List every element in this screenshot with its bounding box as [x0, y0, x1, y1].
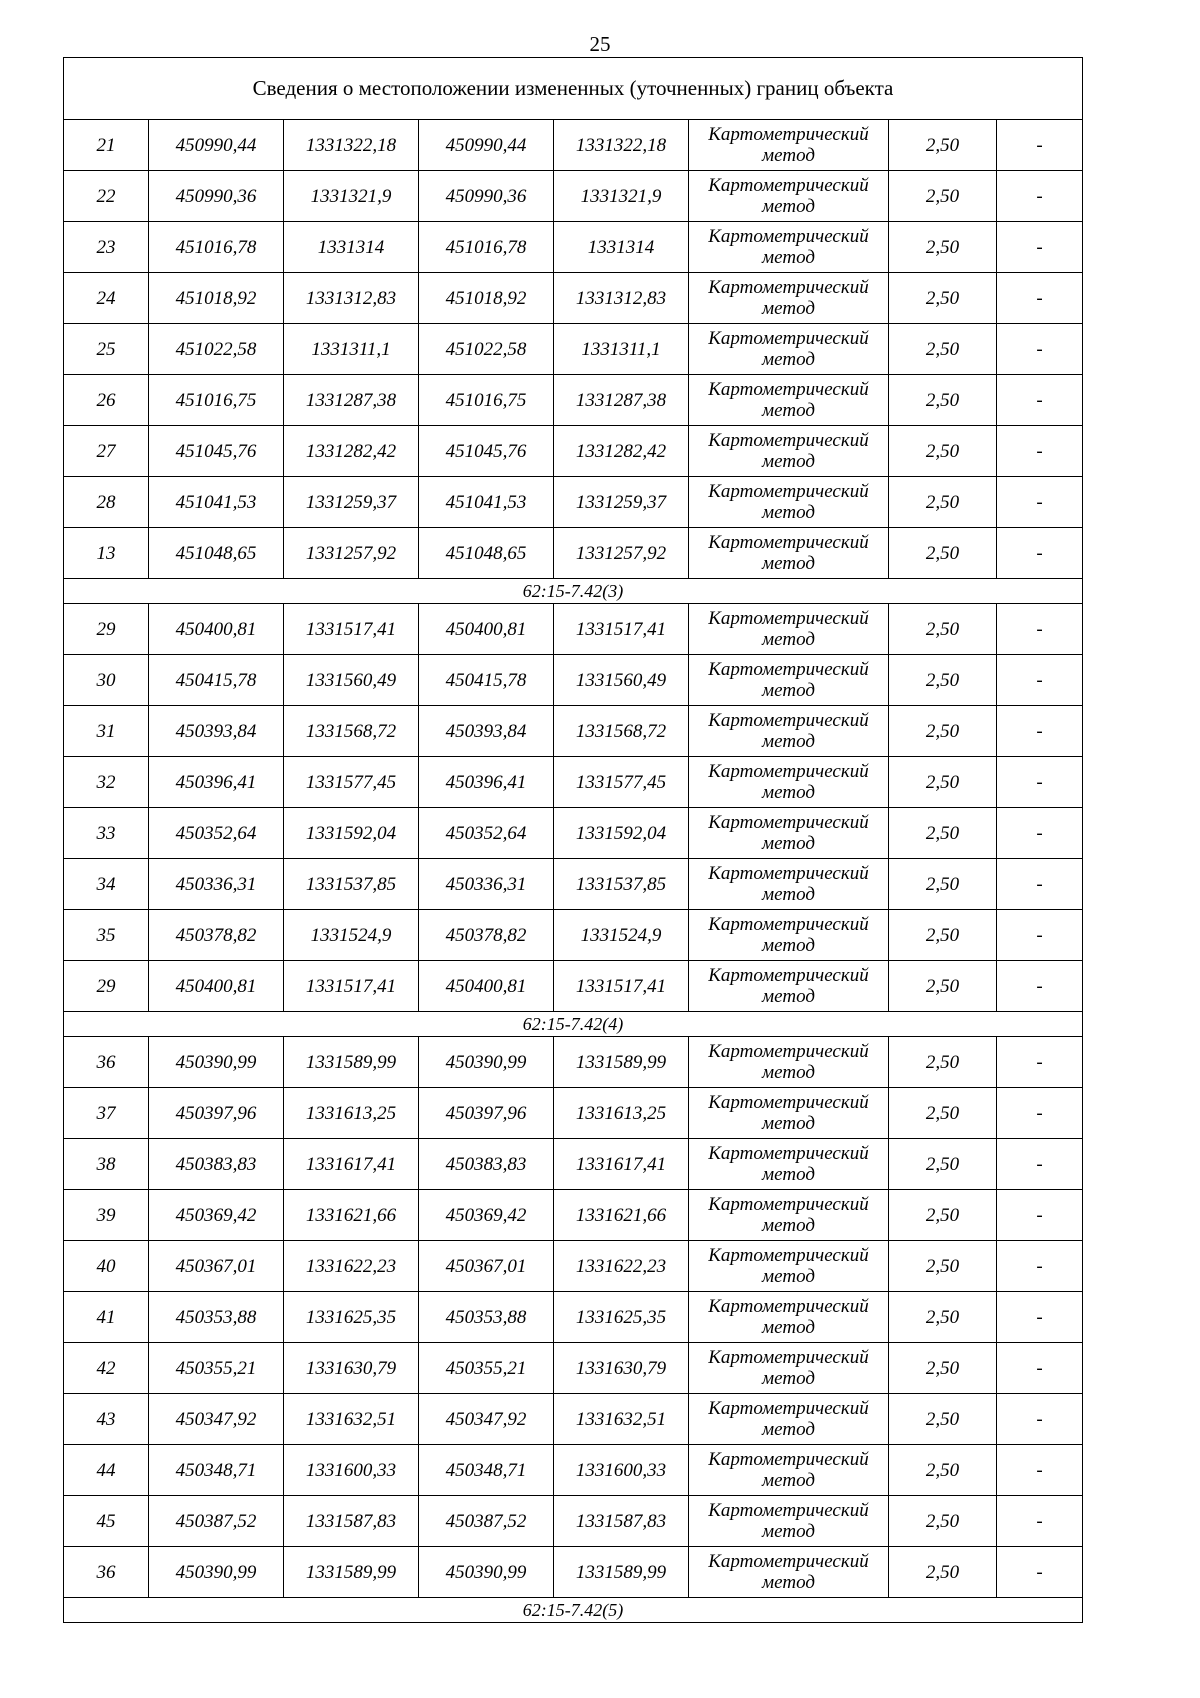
x-existing-cell: 450400,81 — [149, 604, 284, 655]
accuracy-cell: 2,50 — [889, 1292, 997, 1343]
x-new-cell: 450390,99 — [419, 1037, 554, 1088]
note-cell: - — [997, 375, 1083, 426]
y-existing-cell: 1331600,33 — [284, 1445, 419, 1496]
y-new-cell: 1331568,72 — [554, 706, 689, 757]
x-new-cell: 450367,01 — [419, 1241, 554, 1292]
point-number-cell: 35 — [64, 910, 149, 961]
table-row — [64, 1547, 1083, 1598]
table-row — [64, 808, 1083, 859]
table-row — [64, 477, 1083, 528]
y-new-cell: 1331560,49 — [554, 655, 689, 706]
method-cell: Картометрический метод — [689, 604, 889, 655]
y-existing-cell: 1331537,85 — [284, 859, 419, 910]
accuracy-cell: 2,50 — [889, 655, 997, 706]
note-cell: - — [997, 1292, 1083, 1343]
note-cell: - — [997, 1037, 1083, 1088]
accuracy-cell: 2,50 — [889, 1241, 997, 1292]
method-cell: Картометрический метод — [689, 528, 889, 579]
x-new-cell: 450415,78 — [419, 655, 554, 706]
x-new-cell: 450400,81 — [419, 961, 554, 1012]
x-existing-cell: 450378,82 — [149, 910, 284, 961]
accuracy-cell: 2,50 — [889, 1139, 997, 1190]
method-cell: Картометрический метод — [689, 1496, 889, 1547]
x-existing-cell: 450390,99 — [149, 1037, 284, 1088]
y-new-cell: 1331625,35 — [554, 1292, 689, 1343]
x-existing-cell: 450387,52 — [149, 1496, 284, 1547]
accuracy-cell: 2,50 — [889, 1445, 997, 1496]
method-cell: Картометрический метод — [689, 1547, 889, 1598]
accuracy-cell: 2,50 — [889, 1037, 997, 1088]
accuracy-cell: 2,50 — [889, 426, 997, 477]
accuracy-cell: 2,50 — [889, 375, 997, 426]
accuracy-cell: 2,50 — [889, 1496, 997, 1547]
method-cell: Картометрический метод — [689, 961, 889, 1012]
y-new-cell: 1331517,41 — [554, 961, 689, 1012]
x-new-cell: 450387,52 — [419, 1496, 554, 1547]
table-title: Сведения о местоположении измененных (уточненных) границ объекта — [64, 58, 1083, 120]
method-cell: Картометрический метод — [689, 1394, 889, 1445]
table-title-row — [64, 58, 1083, 120]
accuracy-cell: 2,50 — [889, 961, 997, 1012]
point-number-cell: 40 — [64, 1241, 149, 1292]
note-cell: - — [997, 655, 1083, 706]
y-existing-cell: 1331524,9 — [284, 910, 419, 961]
note-cell: - — [997, 1190, 1083, 1241]
x-existing-cell: 450369,42 — [149, 1190, 284, 1241]
table-row — [64, 1241, 1083, 1292]
note-cell: - — [997, 1088, 1083, 1139]
x-new-cell: 451016,75 — [419, 375, 554, 426]
point-number-cell: 32 — [64, 757, 149, 808]
y-existing-cell: 1331622,23 — [284, 1241, 419, 1292]
y-existing-cell: 1331625,35 — [284, 1292, 419, 1343]
point-number-cell: 34 — [64, 859, 149, 910]
method-cell: Картометрический метод — [689, 655, 889, 706]
section-header-row — [64, 579, 1083, 604]
y-existing-cell: 1331568,72 — [284, 706, 419, 757]
note-cell: - — [997, 324, 1083, 375]
y-new-cell: 1331589,99 — [554, 1547, 689, 1598]
x-existing-cell: 450393,84 — [149, 706, 284, 757]
y-new-cell: 1331621,66 — [554, 1190, 689, 1241]
x-existing-cell: 450352,64 — [149, 808, 284, 859]
note-cell: - — [997, 273, 1083, 324]
table-row — [64, 426, 1083, 477]
page-number: 25 — [589, 32, 611, 56]
y-new-cell: 1331311,1 — [554, 324, 689, 375]
y-existing-cell: 1331322,18 — [284, 120, 419, 171]
table-row — [64, 120, 1083, 171]
x-new-cell: 450355,21 — [419, 1343, 554, 1394]
table-row — [64, 1088, 1083, 1139]
method-cell: Картометрический метод — [689, 706, 889, 757]
note-cell: - — [997, 120, 1083, 171]
y-existing-cell: 1331589,99 — [284, 1037, 419, 1088]
y-new-cell: 1331517,41 — [554, 604, 689, 655]
accuracy-cell: 2,50 — [889, 1088, 997, 1139]
method-cell: Картометрический метод — [689, 171, 889, 222]
note-cell: - — [997, 1343, 1083, 1394]
point-number-cell: 30 — [64, 655, 149, 706]
method-cell: Картометрический метод — [689, 1088, 889, 1139]
note-cell: - — [997, 1241, 1083, 1292]
x-new-cell: 450336,31 — [419, 859, 554, 910]
note-cell: - — [997, 426, 1083, 477]
x-existing-cell: 451016,78 — [149, 222, 284, 273]
x-existing-cell: 450396,41 — [149, 757, 284, 808]
accuracy-cell: 2,50 — [889, 324, 997, 375]
y-new-cell: 1331321,9 — [554, 171, 689, 222]
point-number-cell: 25 — [64, 324, 149, 375]
x-existing-cell: 450367,01 — [149, 1241, 284, 1292]
x-new-cell: 450352,64 — [419, 808, 554, 859]
note-cell: - — [997, 910, 1083, 961]
y-existing-cell: 1331321,9 — [284, 171, 419, 222]
y-existing-cell: 1331587,83 — [284, 1496, 419, 1547]
note-cell: - — [997, 706, 1083, 757]
x-existing-cell: 451016,75 — [149, 375, 284, 426]
x-existing-cell: 450353,88 — [149, 1292, 284, 1343]
x-new-cell: 451045,76 — [419, 426, 554, 477]
y-new-cell: 1331259,37 — [554, 477, 689, 528]
y-existing-cell: 1331632,51 — [284, 1394, 419, 1445]
method-cell: Картометрический метод — [689, 1445, 889, 1496]
note-cell: - — [997, 222, 1083, 273]
section-header-row — [64, 1012, 1083, 1037]
point-number-cell: 27 — [64, 426, 149, 477]
table-row — [64, 1394, 1083, 1445]
table-row — [64, 655, 1083, 706]
accuracy-cell: 2,50 — [889, 859, 997, 910]
table-row — [64, 375, 1083, 426]
note-cell: - — [997, 1496, 1083, 1547]
x-existing-cell: 451018,92 — [149, 273, 284, 324]
y-new-cell: 1331537,85 — [554, 859, 689, 910]
y-existing-cell: 1331311,1 — [284, 324, 419, 375]
x-existing-cell: 451022,58 — [149, 324, 284, 375]
point-number-cell: 29 — [64, 604, 149, 655]
section-label: 62:15-7.42(5) — [64, 1598, 1083, 1623]
method-cell: Картометрический метод — [689, 120, 889, 171]
y-existing-cell: 1331287,38 — [284, 375, 419, 426]
y-new-cell: 1331282,42 — [554, 426, 689, 477]
x-existing-cell: 451041,53 — [149, 477, 284, 528]
y-existing-cell: 1331621,66 — [284, 1190, 419, 1241]
method-cell: Картометрический метод — [689, 324, 889, 375]
point-number-cell: 37 — [64, 1088, 149, 1139]
table-row — [64, 171, 1083, 222]
y-new-cell: 1331314 — [554, 222, 689, 273]
note-cell: - — [997, 961, 1083, 1012]
method-cell: Картометрический метод — [689, 1292, 889, 1343]
method-cell: Картометрический метод — [689, 910, 889, 961]
y-new-cell: 1331613,25 — [554, 1088, 689, 1139]
table-row — [64, 1037, 1083, 1088]
accuracy-cell: 2,50 — [889, 222, 997, 273]
y-new-cell: 1331589,99 — [554, 1037, 689, 1088]
accuracy-cell: 2,50 — [889, 120, 997, 171]
accuracy-cell: 2,50 — [889, 477, 997, 528]
point-number-cell: 33 — [64, 808, 149, 859]
y-existing-cell: 1331312,83 — [284, 273, 419, 324]
note-cell: - — [997, 477, 1083, 528]
y-new-cell: 1331287,38 — [554, 375, 689, 426]
table-row — [64, 273, 1083, 324]
table-row — [64, 1445, 1083, 1496]
point-number-cell: 21 — [64, 120, 149, 171]
x-new-cell: 451022,58 — [419, 324, 554, 375]
accuracy-cell: 2,50 — [889, 1343, 997, 1394]
x-existing-cell: 451048,65 — [149, 528, 284, 579]
table-row — [64, 222, 1083, 273]
accuracy-cell: 2,50 — [889, 528, 997, 579]
y-existing-cell: 1331259,37 — [284, 477, 419, 528]
x-new-cell: 450353,88 — [419, 1292, 554, 1343]
note-cell: - — [997, 808, 1083, 859]
note-cell: - — [997, 528, 1083, 579]
table-row — [64, 1496, 1083, 1547]
method-cell: Картометрический метод — [689, 1343, 889, 1394]
method-cell: Картометрический метод — [689, 1190, 889, 1241]
y-new-cell: 1331524,9 — [554, 910, 689, 961]
table-row — [64, 910, 1083, 961]
y-existing-cell: 1331517,41 — [284, 604, 419, 655]
x-existing-cell: 450400,81 — [149, 961, 284, 1012]
x-existing-cell: 450390,99 — [149, 1547, 284, 1598]
section-label: 62:15-7.42(3) — [64, 579, 1083, 604]
y-new-cell: 1331600,33 — [554, 1445, 689, 1496]
y-new-cell: 1331630,79 — [554, 1343, 689, 1394]
y-new-cell: 1331587,83 — [554, 1496, 689, 1547]
boundary-coordinates-table — [63, 57, 1083, 1623]
point-number-cell: 31 — [64, 706, 149, 757]
point-number-cell: 43 — [64, 1394, 149, 1445]
accuracy-cell: 2,50 — [889, 1394, 997, 1445]
accuracy-cell: 2,50 — [889, 604, 997, 655]
accuracy-cell: 2,50 — [889, 1547, 997, 1598]
accuracy-cell: 2,50 — [889, 757, 997, 808]
method-cell: Картометрический метод — [689, 1037, 889, 1088]
x-existing-cell: 450990,36 — [149, 171, 284, 222]
x-new-cell: 451016,78 — [419, 222, 554, 273]
x-existing-cell: 451045,76 — [149, 426, 284, 477]
point-number-cell: 42 — [64, 1343, 149, 1394]
x-existing-cell: 450347,92 — [149, 1394, 284, 1445]
point-number-cell: 38 — [64, 1139, 149, 1190]
table-row — [64, 1343, 1083, 1394]
y-existing-cell: 1331617,41 — [284, 1139, 419, 1190]
point-number-cell: 28 — [64, 477, 149, 528]
x-existing-cell: 450348,71 — [149, 1445, 284, 1496]
note-cell: - — [997, 1394, 1083, 1445]
table-row — [64, 706, 1083, 757]
note-cell: - — [997, 1547, 1083, 1598]
note-cell: - — [997, 1445, 1083, 1496]
note-cell: - — [997, 604, 1083, 655]
accuracy-cell: 2,50 — [889, 808, 997, 859]
x-new-cell: 451018,92 — [419, 273, 554, 324]
x-existing-cell: 450383,83 — [149, 1139, 284, 1190]
note-cell: - — [997, 1139, 1083, 1190]
y-new-cell: 1331617,41 — [554, 1139, 689, 1190]
x-new-cell: 451048,65 — [419, 528, 554, 579]
y-new-cell: 1331257,92 — [554, 528, 689, 579]
x-existing-cell: 450336,31 — [149, 859, 284, 910]
method-cell: Картометрический метод — [689, 808, 889, 859]
point-number-cell: 39 — [64, 1190, 149, 1241]
table-row — [64, 757, 1083, 808]
y-existing-cell: 1331589,99 — [284, 1547, 419, 1598]
y-existing-cell: 1331577,45 — [284, 757, 419, 808]
y-new-cell: 1331622,23 — [554, 1241, 689, 1292]
y-existing-cell: 1331630,79 — [284, 1343, 419, 1394]
method-cell: Картометрический метод — [689, 375, 889, 426]
accuracy-cell: 2,50 — [889, 273, 997, 324]
y-new-cell: 1331577,45 — [554, 757, 689, 808]
point-number-cell: 44 — [64, 1445, 149, 1496]
point-number-cell: 41 — [64, 1292, 149, 1343]
table-row — [64, 324, 1083, 375]
method-cell: Картометрический метод — [689, 426, 889, 477]
note-cell: - — [997, 757, 1083, 808]
y-existing-cell: 1331517,41 — [284, 961, 419, 1012]
x-new-cell: 450348,71 — [419, 1445, 554, 1496]
accuracy-cell: 2,50 — [889, 1190, 997, 1241]
x-new-cell: 450397,96 — [419, 1088, 554, 1139]
note-cell: - — [997, 859, 1083, 910]
x-new-cell: 450390,99 — [419, 1547, 554, 1598]
y-existing-cell: 1331314 — [284, 222, 419, 273]
y-new-cell: 1331632,51 — [554, 1394, 689, 1445]
x-new-cell: 450369,42 — [419, 1190, 554, 1241]
x-new-cell: 450393,84 — [419, 706, 554, 757]
accuracy-cell: 2,50 — [889, 706, 997, 757]
point-number-cell: 45 — [64, 1496, 149, 1547]
method-cell: Картометрический метод — [689, 757, 889, 808]
y-new-cell: 1331592,04 — [554, 808, 689, 859]
method-cell: Картометрический метод — [689, 1139, 889, 1190]
y-existing-cell: 1331613,25 — [284, 1088, 419, 1139]
x-new-cell: 450383,83 — [419, 1139, 554, 1190]
table-row — [64, 859, 1083, 910]
y-new-cell: 1331312,83 — [554, 273, 689, 324]
x-existing-cell: 450415,78 — [149, 655, 284, 706]
x-new-cell: 450400,81 — [419, 604, 554, 655]
y-existing-cell: 1331257,92 — [284, 528, 419, 579]
section-header-row — [64, 1598, 1083, 1623]
method-cell: Картометрический метод — [689, 222, 889, 273]
x-existing-cell: 450990,44 — [149, 120, 284, 171]
table-row — [64, 604, 1083, 655]
x-new-cell: 450378,82 — [419, 910, 554, 961]
x-new-cell: 450990,36 — [419, 171, 554, 222]
y-existing-cell: 1331592,04 — [284, 808, 419, 859]
y-new-cell: 1331322,18 — [554, 120, 689, 171]
point-number-cell: 13 — [64, 528, 149, 579]
point-number-cell: 24 — [64, 273, 149, 324]
table-body — [64, 58, 1083, 1623]
y-existing-cell: 1331560,49 — [284, 655, 419, 706]
method-cell: Картометрический метод — [689, 477, 889, 528]
accuracy-cell: 2,50 — [889, 910, 997, 961]
table-row — [64, 1292, 1083, 1343]
x-existing-cell: 450397,96 — [149, 1088, 284, 1139]
method-cell: Картометрический метод — [689, 273, 889, 324]
method-cell: Картометрический метод — [689, 859, 889, 910]
table-row — [64, 1190, 1083, 1241]
accuracy-cell: 2,50 — [889, 171, 997, 222]
point-number-cell: 22 — [64, 171, 149, 222]
y-existing-cell: 1331282,42 — [284, 426, 419, 477]
note-cell: - — [997, 171, 1083, 222]
point-number-cell: 29 — [64, 961, 149, 1012]
point-number-cell: 26 — [64, 375, 149, 426]
x-new-cell: 450396,41 — [419, 757, 554, 808]
section-label: 62:15-7.42(4) — [64, 1012, 1083, 1037]
x-new-cell: 450990,44 — [419, 120, 554, 171]
point-number-cell: 36 — [64, 1547, 149, 1598]
table-row — [64, 528, 1083, 579]
point-number-cell: 23 — [64, 222, 149, 273]
x-existing-cell: 450355,21 — [149, 1343, 284, 1394]
x-new-cell: 450347,92 — [419, 1394, 554, 1445]
table-row — [64, 961, 1083, 1012]
method-cell: Картометрический метод — [689, 1241, 889, 1292]
x-new-cell: 451041,53 — [419, 477, 554, 528]
table-row — [64, 1139, 1083, 1190]
point-number-cell: 36 — [64, 1037, 149, 1088]
